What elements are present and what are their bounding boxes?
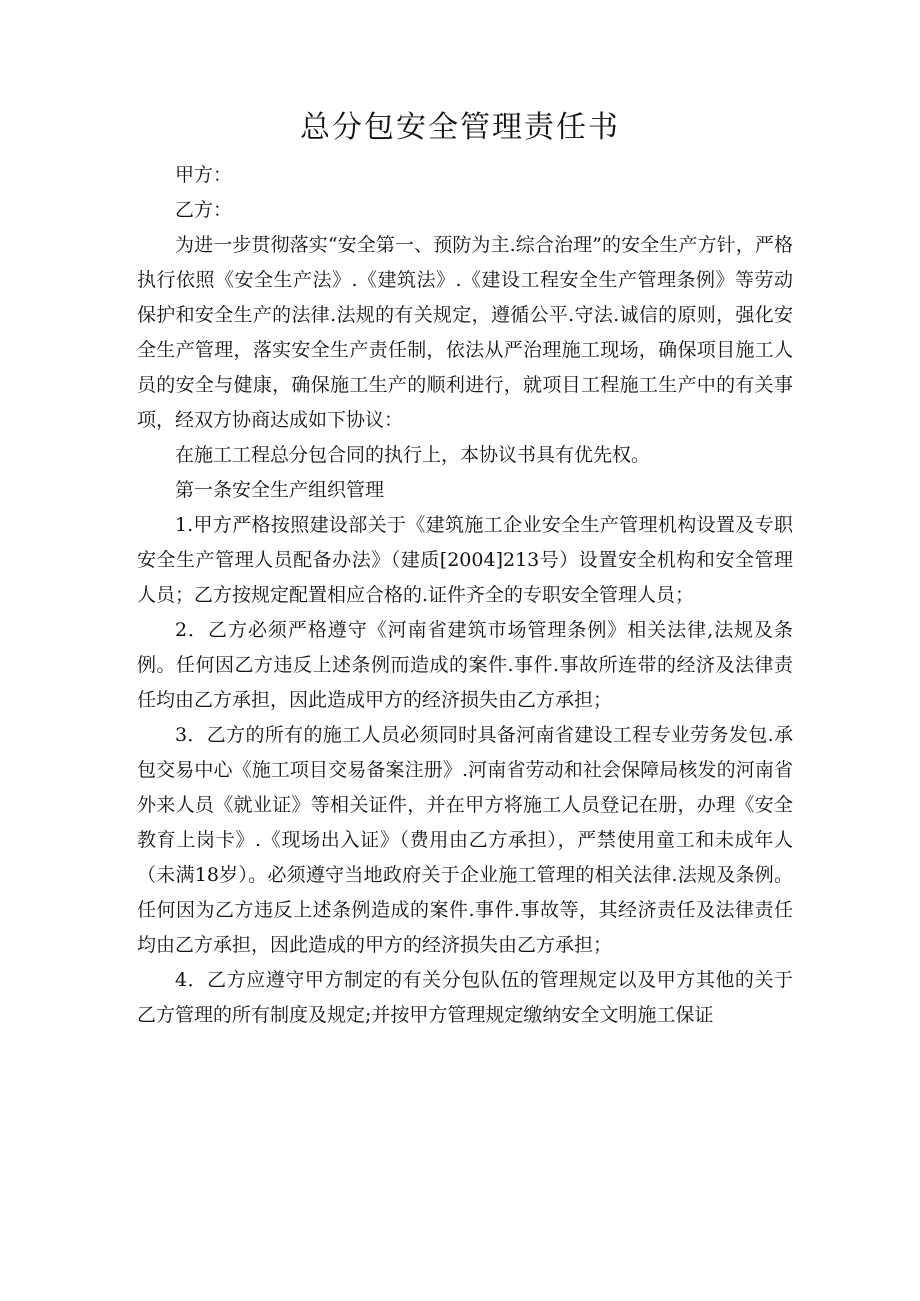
clause-3: 3．乙方的所有的施工人员必须同时具备河南省建设工程专业劳务发包.承包交易中心《施工项目交易备案注册》.河南省劳动和社会保障局核发的河南省外来人员《就业证》等相关证件，并在甲方将施工人员登记在册，办理《安全教育上岗卡》.《现场出入证》（费用由乙方承担），严禁使用童工和未成年人（未满18岁）。必须遵守当地政府关于企业施工管理的相关法律.法规及条例。任何因为乙方违反上述条例造成的案件.事件.事故等，其经济责任及法律责任均由乙方承担，因此造成的甲方的经济损失由乙方承担；	[137, 724, 793, 956]
preamble-paragraph: 为进一步贯彻落实“安全第一、预防为主.综合治理”的安全生产方针，严格执行依照《安全生产法》.《建筑法》.《建设工程安全生产管理条例》等劳动保护和安全生产的法律.法规的有关规定，遵循公平.守法.诚信的原则，强化安全生产管理，落实安全生产责任制，依法从严治理施工现场，确保项目施工人员的安全与健康，确保施工生产的顺利进行，就项目工程施工生产中的有关事项，经双方协商达成如下协议：	[137, 234, 793, 431]
party-b-line: 乙方：	[175, 199, 233, 221]
document-body	[137, 158, 793, 1033]
article-one-heading: 第一条安全生产组织管理	[175, 479, 385, 501]
party-a-line: 甲方：	[175, 164, 233, 186]
clause-1: 1.甲方严格按照建设部关于《建筑施工企业安全生产管理机构设置及专职安全生产管理人员配备办法》（建质[2004]213号）设置安全机构和安全管理人员；乙方按规定配置相应合格的.证件齐全的专职安全管理人员；	[137, 514, 793, 606]
clause-4: 4．乙方应遵守甲方制定的有关分包队伍的管理规定以及甲方其他的关于乙方管理的所有制度及规定;并按甲方管理规定缴纳安全文明施工保证	[137, 969, 793, 1026]
document-title: 总分包安全管理责任书	[300, 110, 620, 145]
priority-clause: 在施工工程总分包合同的执行上，本协议书具有优先权。	[175, 444, 651, 466]
clause-2: 2．乙方必须严格遵守《河南省建筑市场管理条例》相关法律,法规及条例。任何因乙方违反上述条例而造成的案件.事件.事故所连带的经济及法律责任均由乙方承担，因此造成甲方的经济损失由乙方承担；	[137, 619, 793, 711]
